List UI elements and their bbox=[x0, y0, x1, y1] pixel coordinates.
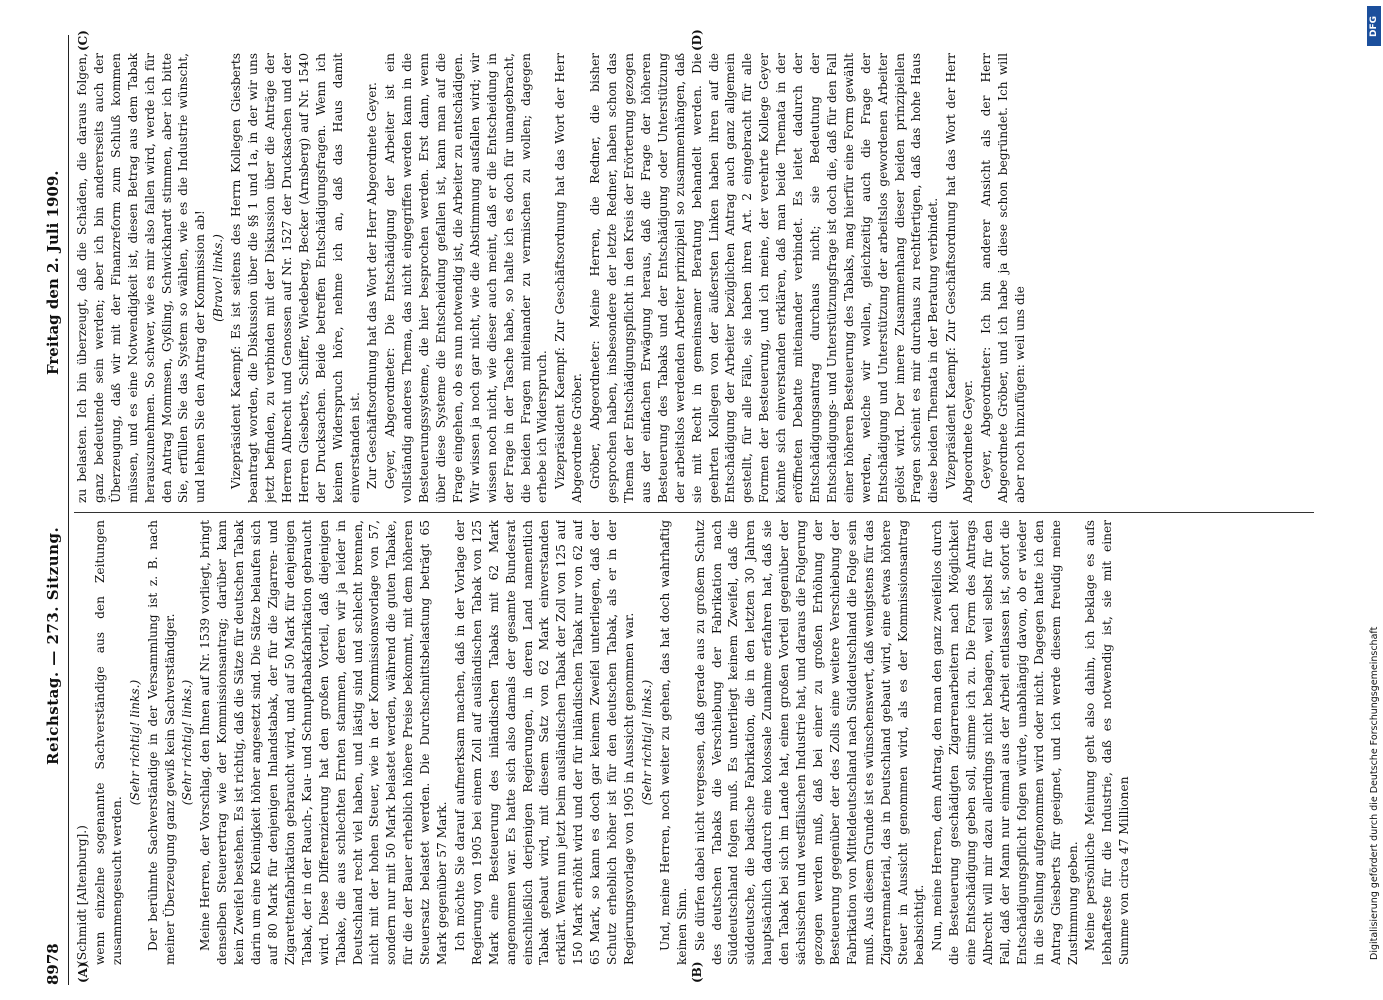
paragraph: Nun, meine Herren, dem Antrag, den man den ganz zweifellos durch die Besteuerung geschädigten Zigarrenarbeitern nach Möglichkeit eine Entschädigung geben soll, stimme ich zu. Die Form des Antrags Albrecht will mir dazu allerdings nicht behagen, weil selbst für den Fall, daß der Mann nur einmal aus der Arbeit entlassen ist, sofort die Entschädigungspflicht folgen würde, unabhängig davon, ob er wieder in die Stellung aufgenommen wird oder nicht. Dagegen hatte ich den Antrag Giesberts für geeignet, und ich werde diesem freudig meine Zustimmung geben. bbox=[930, 520, 1080, 965]
interjection: (Sehr richtig! links.) bbox=[639, 679, 654, 806]
funding-credit: Digitalisierung gefördert durch die Deutsche Forschungsgemeinschaft bbox=[1369, 626, 1380, 960]
interjection: (Sehr richtig! links.) bbox=[180, 679, 195, 806]
margin-letter-b: (B) bbox=[690, 961, 704, 983]
paragraph: Meine Herren, der Vorschlag, den Ihnen auf Nr. 1539 vorliegt, bringt denselben Steuerertrag wie der Kommissionsantrag; darüber kann kein Zweifel bestehen. Es ist richtig, daß die Sätze für deutschen Tabak darin um eine Kleinigkeit höher angesetzt sind. Die Sätze belaufen sich auf 80 Mark für denjenigen Inlandstabak, der für die Zigarren- und Zigarettenfabrikation gebraucht wird, und auf 50 Mark für denjenigen Tabak, der in der Rauch-, Kau- und Schnupftabakfabrikation gebraucht wird. Diese Differenzierung hat den großen Vorteil, daß diejenigen Tabake, die aus schlechten Ernten stammen, deren wir ja leider in Deutschland recht viel haben, und lästig sind und schlecht brennen, nicht mit der hohen Steuer, wie in der Kommissionsvorlage von 57, sondern nur mit 50 Mark belastet werden, während die guten Tabake, für die der Bauer erheblich höhere Preise bekommt, mit dem höheren Steuersatz belastet werden. Die Durchschnittsbelastung beträgt 65 Mark gegenüber 57 Mark. bbox=[198, 520, 450, 965]
paragraph: zu belasten. Ich bin überzeugt, daß die Schäden, die daraus folgen, ganz bedeutende sein werden; aber ich bin andererseits auch der Überzeugung, daß wir mit der Finanzreform zum Schluß kommen müssen, und es eine Notwendigkeit ist, diesen Betrag aus dem Tabak herauszunehmen. So schwer, wie es mir also fallen wird, werde ich für den Antrag Mommsen, Gyßling, Schwickhardt stimmen, aber ich bitte Sie, erfüllen Sie das System so wählen, wie es die Industrie wünscht, und lehnen Sie den Antrag der Kommission ab! bbox=[75, 53, 208, 503]
margin-letter-d: (D) bbox=[690, 29, 704, 51]
speaker-ref: (Schmidt [Altenburg].) bbox=[75, 825, 89, 965]
paragraph: Vizepräsident Kaempf: Es ist seitens des Herrn Kollegen Giesberts beantragt worden, die Diskussion über die §§ 1 und 1a, in der wir uns jetzt befinden, zu verbinden mit der Diskussion über die Anträge der Herren Albrecht und Genossen auf Nr. 1527 der Drucksachen und der Herren Giesberts, Schiffer, Wiedeberg, Becker (Arnsberg) auf Nr. 1540 der Drucksachen. Beide betreffen Entschädigungsfragen. Wenn ich keinen Widerspruch höre, nehme ich an, daß das Haus damit einverstanden ist. bbox=[229, 53, 362, 503]
interjection: (Sehr richtig! links.) bbox=[127, 679, 142, 806]
paragraph: Zur Geschäftsordnung hat das Wort der Herr Abgeordnete Geyer. bbox=[365, 82, 380, 489]
margin-letter-c: (C) bbox=[76, 30, 90, 51]
column-rule bbox=[74, 512, 1314, 513]
session-title: Reichstag. — 273. Sitzung. bbox=[44, 526, 62, 765]
paragraph: wenn einzelne sogenannte Sachverständige aus den Zeitungen zusammengesucht werden. bbox=[92, 520, 124, 965]
paragraph: Und, meine Herren, noch weiter zu gehen, das hat doch wahrhaftig keinen Sinn. bbox=[657, 520, 689, 965]
paragraph: Vizepräsident Kaempf: Zur Geschäftsordnung hat das Wort der Herr Abgeordnete Geyer. bbox=[944, 53, 976, 503]
paragraph: Sie dürfen dabei nicht vergessen, daß gerade aus zu großem Schutz des deutschen Tabaks die Verschiebung der Fabrikation nach Süddeutschland folgen muß. Es unterliegt keinem Zweifel, daß die süddeutsche, die badische Fabrikation, die in den letzten 30 Jahren hauptsächlich dadurch eine kolossale Zunahme erfahren hat, daß sie den Tabak bei sich im Lande hat, einen großen Vorteil gegenüber der sächsischen und westfälischen Industrie hat, und daraus die Folgerung gezogen werden muß, daß bei einer zu großen Erhöhung der Besteuerung gegenüber der des Zolls eine weitere Verschiebung der Fabrikation von Mitteldeutschland nach Süddeutschland die Folge sein muß. Aus diesem Grunde ist es wünschenswert, daß wenigstens für das Zigarrenmaterial, das in Deutschland gebaut wird, eine etwas höhere Steuer in Aussicht genommen wird, als es der Kommissionsantrag beabsichtigt. bbox=[692, 520, 927, 965]
paragraph: Geyer, Abgeordneter: Die Entschädigung der Arbeiter ist ein vollständig anderes Thema, das nicht eingegriffen werden kann in die Besteuerungssysteme, die hier besprochen werden. Erst dann, wenn über diese Systeme die Entscheidung gefallen ist, kann man auf die Frage eingehen, ob es nun notwendig ist, die Arbeiter zu entschädigen. Wir wissen ja noch gar nicht, wie die Abstimmung ausfallen wird; wir wissen noch nicht, wie dieser auch meint, daß er die Entscheidung in der Frage in der Tasche habe, so halte ich es doch für unangebracht, die beiden Fragen miteinander zu vermischen zu wollen; dagegen erhebe ich Widerspruch. bbox=[383, 53, 550, 503]
dfg-logo: DFG bbox=[1367, 6, 1381, 46]
left-column bbox=[74, 520, 1314, 965]
paragraph: Gröber, Abgeordneter: Meine Herren, die Redner, die bisher gesprochen haben, insbesondere der letzte Redner, haben schon das Thema der Entschädigungspflicht in den Kreis der Erörterung gezogen aus der einfachen Erwägung heraus, daß die Frage der höheren Besteuerung des Tabaks und der Entschädigung oder Unterstützung der arbeitslos werdenden Arbeiter prinzipiell so zusammenhängen, daß sie mit Recht in gemeinsamer Beratung behandelt werden. Die geehrten Kollegen von der äußersten Linken haben ihren auf die Entschädigung der Arbeiter bezüglichen Antrag auch ganz allgemein gestellt, für alle Fälle, sie haben ihren Art. 2 eingebracht für alle Formen der Besteuerung, und ich meine, der verehrte Kollege Geyer könnte sich einverstanden erklären, daß man beide Themata in der eröffneten Debatte miteinander verbindet. Es leitet dadurch der Entschädigungsantrag durchaus nicht; sie Bedeutung der Entschädigungs- und Unterstützungsfrage ist doch die, daß für den Fall einer höheren Besteuerung des Tabaks, mag hierfür eine Form gewählt werden, welche wir wollen, gleichzeitig auch die Frage der Entschädigung und Unterstützung der arbeitslos gewordenen Arbeiter gelöst wird. Der innere Zusammenhang dieser beiden prinzipiellen Fragen scheint es mir durchaus zu rechtfertigen, daß das hohe Haus diese beiden Themata in der Beratung verbindet. bbox=[588, 53, 941, 503]
header-rule bbox=[68, 35, 69, 985]
digitization-sidebar bbox=[1361, 0, 1383, 1000]
paragraph: Geyer, Abgeordneter: Ich bin anderer Ansicht als der Herr Abgeordnete Gröber, und ich habe ja diese schon begründet. Ich will aber noch hinzufügen: weil uns die bbox=[979, 53, 1027, 503]
margin-letter-a: (A) bbox=[76, 962, 90, 983]
page-number: 8978 bbox=[44, 943, 62, 985]
session-date: Freitag den 2. Juli 1909. bbox=[44, 170, 62, 375]
paragraph: Der berühmte Sachverständige in der Versammlung ist z. B. nach meiner Überzeugung ganz gewiß kein Sachverständiger. bbox=[145, 520, 177, 965]
right-column bbox=[74, 53, 1314, 503]
paragraph: Ich möchte Sie darauf aufmerksam machen, daß in der Vorlage der Regierung von 1905 bei einem Zoll auf ausländischen Tabak von 125 Mark eine Besteuerung des inländischen Tabaks mit 62 Mark angenommen war. Es hatte sich also damals der gesamte Bundesrat einschließlich derjenigen Regierungen, in deren Land namentlich Tabak gebaut wird, mit diesem Satz von 62 Mark einverstanden erklärt. Wenn nun jetzt beim ausländischen Tabak der Zoll von 125 auf 150 Mark erhöht wird und der für inländischen Tabak nur von 62 auf 65 Mark, so kann es doch gar keinem Zweifel unterliegen, daß der Schutz erheblich höher ist für den deutschen Tabak, als er in der Regierungsvorlage von 1905 in Aussicht genommen war. bbox=[452, 520, 636, 965]
interjection: (Bravo! links.) bbox=[211, 234, 226, 322]
paragraph: Vizepräsident Kaempf: Zur Geschäftsordnung hat das Wort der Herr Abgeordnete Gröber. bbox=[553, 53, 585, 503]
page-header bbox=[40, 35, 70, 985]
rotated-page bbox=[40, 29, 1340, 985]
paragraph: Meine persönliche Meinung geht also dahin, ich beklage es aufs lebhafteste für die Industrie, daß es notwendig ist, sie mit einer Summe von circa 47 Millionen bbox=[1083, 520, 1132, 965]
